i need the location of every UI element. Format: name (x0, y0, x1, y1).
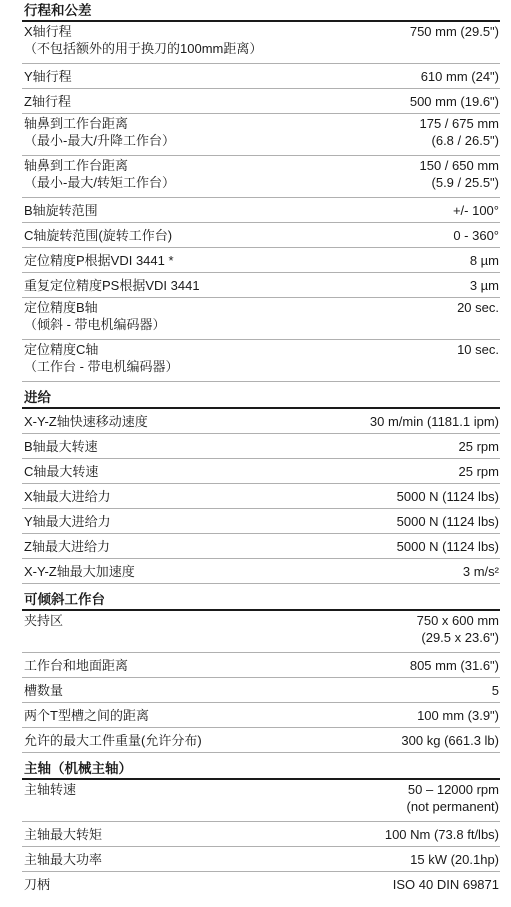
spec-row (22, 89, 500, 114)
spec-value (420, 115, 501, 149)
spec-label-main: Y轴行程 (24, 69, 72, 84)
spec-row (22, 459, 500, 484)
spec-value-secondary: (5.9 / 25.5") (431, 175, 499, 190)
spec-label (22, 68, 72, 85)
spec-value-main: 3 m/s² (462, 564, 499, 579)
spec-label (22, 438, 98, 455)
spec-value (417, 612, 500, 646)
spec-value-main: 5000 N (1124 lbs) (396, 514, 499, 529)
spec-label (22, 513, 111, 530)
spec-label-main: Z轴最大进给力 (24, 539, 110, 554)
spec-label (22, 252, 174, 269)
spec-label-main: Z轴行程 (24, 94, 71, 109)
spec-value-main: 3 µm (469, 278, 499, 293)
spec-label-main: 夹持区 (24, 613, 64, 628)
spec-value-main: 5 (491, 683, 499, 698)
spec-label-main: 两个T型槽之间的距离 (24, 708, 149, 723)
spec-label-main: C轴最大转速 (24, 464, 99, 479)
spec-row (22, 653, 500, 678)
spec-label-note: （不包括额外的用于换刀的100mm距离） (24, 41, 263, 56)
spec-row (22, 611, 500, 653)
spec-label (22, 463, 98, 480)
spec-value (397, 538, 500, 555)
spec-label (22, 23, 262, 57)
spec-label (22, 413, 148, 430)
spec-row (22, 728, 500, 753)
spec-label-main: X-Y-Z轴最大加速度 (24, 564, 135, 579)
spec-value (397, 488, 500, 505)
spec-value-main: 500 mm (19.6") (409, 94, 499, 109)
spec-row (22, 64, 500, 89)
spec-value (453, 202, 500, 219)
spec-value (407, 781, 501, 815)
spec-label-main: 轴鼻到工作台距离 (24, 116, 129, 131)
spec-row (22, 703, 500, 728)
spec-label (22, 488, 111, 505)
spec-label-main: B轴最大转速 (24, 439, 98, 454)
spec-row (22, 847, 500, 872)
spec-value (410, 657, 500, 674)
spec-label-main: 主轴最大转矩 (24, 827, 103, 842)
spec-value (459, 438, 500, 455)
spec-value-main: 5000 N (1124 lbs) (396, 539, 499, 554)
spec-value-main: 25 rpm (458, 464, 499, 479)
spec-label (22, 781, 76, 798)
spec-label (22, 563, 135, 580)
spec-label (22, 538, 110, 555)
spec-row (22, 434, 500, 459)
spec-label (22, 612, 63, 629)
spec-label-note: （倾斜 - 带电机编码器） (24, 317, 166, 332)
spec-value (421, 68, 500, 85)
spec-label-note: （最小-最大/升降工作台） (24, 133, 175, 148)
spec-value-main: 150 / 650 mm (419, 158, 499, 173)
spec-row (22, 780, 500, 822)
section-title: 行程和公差 (22, 0, 500, 22)
spec-label (22, 157, 175, 191)
spec-row (22, 484, 500, 509)
spec-label-main: 定位精度C轴 (24, 342, 99, 357)
spec-value (397, 513, 500, 530)
spec-row (22, 409, 500, 434)
spec-sheet (22, 0, 500, 897)
spec-label-main: 刀柄 (24, 877, 51, 892)
spec-label (22, 93, 71, 110)
spec-value (410, 23, 500, 40)
spec-label (22, 682, 63, 699)
spec-row (22, 298, 500, 340)
spec-value-main: 50 – 12000 rpm (407, 782, 499, 797)
spec-row (22, 509, 500, 534)
spec-value-main: 5000 N (1124 lbs) (396, 489, 499, 504)
spec-value-main: 750 x 600 mm (416, 613, 499, 628)
spec-label-main: 工作台和地面距离 (24, 658, 129, 673)
spec-label (22, 707, 149, 724)
spec-value-main: 0 - 360° (453, 228, 499, 243)
spec-value (470, 252, 500, 269)
spec-label (22, 657, 128, 674)
spec-value-main: 20 sec. (457, 300, 499, 315)
spec-row (22, 340, 500, 382)
spec-label-main: 主轴转速 (24, 782, 77, 797)
spec-value-main: 15 kW (20.1hp) (410, 852, 499, 867)
spec-row (22, 559, 500, 584)
spec-label-main: 允许的最大工件重量(允许分布) (24, 733, 202, 748)
spec-row (22, 872, 500, 897)
spec-label-main: 重复定位精度PS根据VDI 3441 (24, 278, 200, 293)
spec-label-main: C轴旋转范围(旋转工作台) (24, 228, 173, 243)
spec-label (22, 202, 98, 219)
spec-label-main: B轴旋转范围 (24, 203, 98, 218)
spec-row (22, 822, 500, 847)
spec-value-secondary: (6.8 / 26.5") (431, 133, 499, 148)
spec-label-main: 槽数量 (24, 683, 64, 698)
section-title: 主轴（机械主轴） (22, 758, 500, 780)
spec-value (410, 851, 500, 868)
spec-value (457, 341, 500, 358)
spec-label-note: （工作台 - 带电机编码器） (24, 359, 179, 374)
spec-value (457, 299, 500, 316)
spec-label-note: （最小-最大/转矩工作台） (24, 175, 175, 190)
spec-row (22, 534, 500, 559)
spec-value-main: 25 rpm (458, 439, 499, 454)
spec-value-main: 8 µm (469, 253, 499, 268)
spec-row (22, 248, 500, 273)
spec-row (22, 22, 500, 64)
spec-label (22, 876, 50, 893)
spec-label-main: X轴最大进给力 (24, 489, 111, 504)
spec-label (22, 341, 179, 375)
spec-value (470, 277, 500, 294)
spec-value (370, 413, 500, 430)
spec-label (22, 277, 200, 294)
spec-value-main: 100 mm (3.9") (417, 708, 499, 723)
spec-value-secondary: (not permanent) (406, 799, 499, 814)
spec-row (22, 114, 500, 156)
spec-value (420, 157, 501, 191)
spec-value-main: 100 Nm (73.8 ft/lbs) (384, 827, 499, 842)
spec-value-secondary: (29.5 x 23.6") (421, 630, 499, 645)
spec-label (22, 227, 172, 244)
spec-value-main: 175 / 675 mm (419, 116, 499, 131)
spec-label (22, 115, 175, 149)
spec-label-main: X-Y-Z轴快速移动速度 (24, 414, 148, 429)
spec-row (22, 223, 500, 248)
spec-label-main: 主轴最大功率 (24, 852, 103, 867)
spec-label-main: 定位精度P根据VDI 3441 * (24, 253, 174, 268)
spec-value-main: 805 mm (31.6") (409, 658, 499, 673)
spec-value (410, 93, 500, 110)
spec-row (22, 156, 500, 198)
spec-value (463, 563, 500, 580)
spec-label-main: Y轴最大进给力 (24, 514, 111, 529)
spec-value (393, 876, 500, 893)
spec-value (459, 463, 500, 480)
spec-label-main: 定位精度B轴 (24, 300, 98, 315)
spec-value-main: 30 m/min (1181.1 ipm) (369, 414, 499, 429)
spec-row (22, 198, 500, 223)
spec-value (453, 227, 500, 244)
spec-value (492, 682, 500, 699)
spec-label (22, 826, 102, 843)
spec-value (385, 826, 500, 843)
spec-label (22, 851, 102, 868)
spec-label-main: X轴行程 (24, 24, 72, 39)
section-title: 进给 (22, 387, 500, 409)
spec-value (417, 707, 500, 724)
spec-value-main: 10 sec. (457, 342, 499, 357)
spec-row (22, 273, 500, 298)
spec-value-main: +/- 100° (452, 203, 499, 218)
spec-label (22, 299, 166, 333)
spec-label-main: 轴鼻到工作台距离 (24, 158, 129, 173)
spec-value-main: 750 mm (29.5") (409, 24, 499, 39)
section-title: 可倾斜工作台 (22, 589, 500, 611)
spec-value-main: 300 kg (661.3 lb) (401, 733, 499, 748)
spec-value-main: 610 mm (24") (420, 69, 499, 84)
spec-label (22, 732, 202, 749)
spec-value-main: ISO 40 DIN 69871 (392, 877, 499, 892)
spec-row (22, 678, 500, 703)
spec-value (401, 732, 500, 749)
